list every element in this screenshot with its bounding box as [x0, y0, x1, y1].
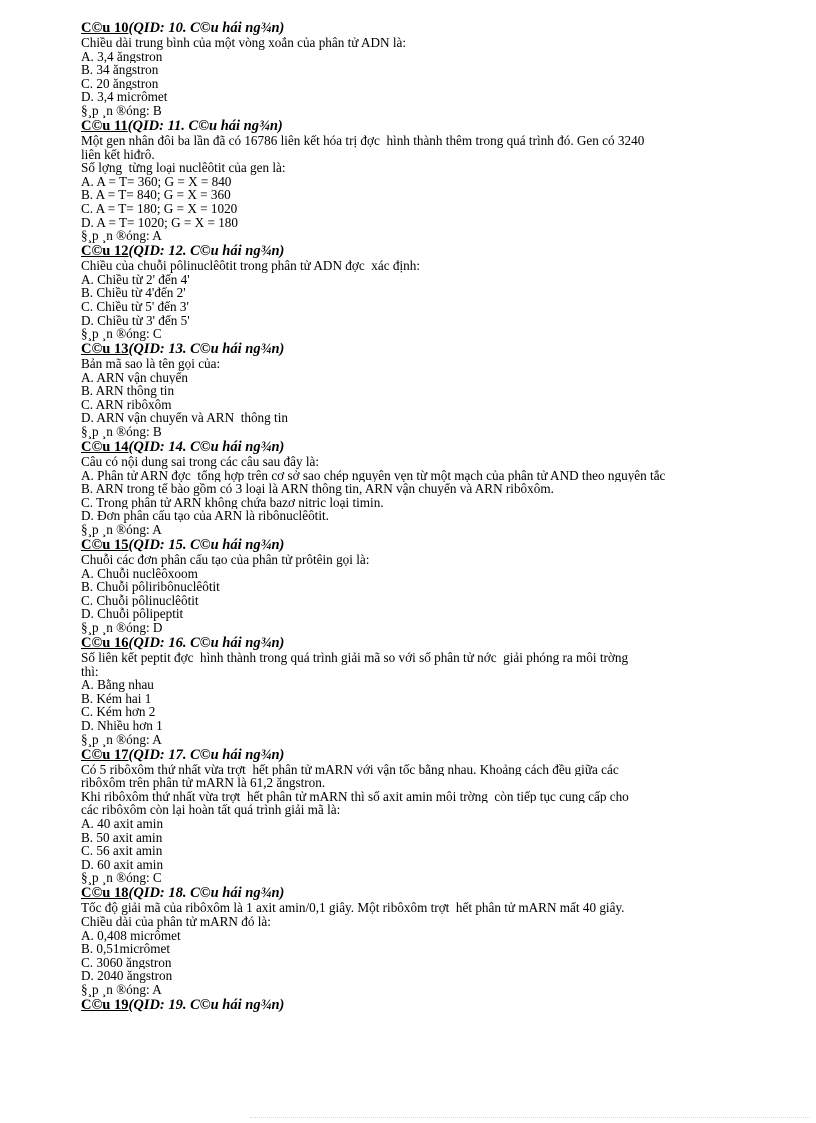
question-text: Chiều của chuỗi pôlinuclêôtit trong phân tử ADN đợc xác định:	[81, 259, 420, 273]
answer-option: A. 40 axit amin	[81, 816, 164, 831]
question-number: C©u 11	[81, 117, 128, 134]
question-block	[81, 341, 781, 439]
answer-option: C. 20 ăngstron	[81, 76, 159, 91]
answer-option: B. 50 axit amin	[81, 830, 163, 845]
answer-option: A. Bằng nhau	[81, 678, 154, 692]
answer-option: D. 2040 ăngstron	[81, 969, 173, 983]
answer-option: B. A = T= 840; G = X = 360	[81, 188, 231, 202]
correct-answer: §¸p ¸n ®óng: B	[81, 424, 162, 440]
answer-option: A. Chuỗi nuclêôxoom	[81, 566, 198, 581]
correct-answer: §¸p ¸n ®óng: B	[81, 102, 162, 118]
question-list	[81, 20, 781, 1013]
question-heading	[81, 341, 781, 357]
answer-option: C. Chuỗi pôlinuclêôtit	[81, 593, 199, 608]
answer-option: D. A = T= 1020; G = X = 180	[81, 215, 238, 230]
answer-option: D. 3,4 micrômet	[81, 90, 168, 104]
answer-option: B. Kém hai 1	[81, 691, 152, 706]
question-id: (QID: 10. C©u hái ng¾n)	[128, 20, 285, 36]
answer-option: D. Đơn phân cấu tạo của ARN là ribônuclêôtit.	[81, 509, 329, 524]
answer-option: D. Chuỗi pôlipeptit	[81, 607, 184, 621]
question-text: Một gen nhân đôi ba lần đã có 16786 liên kết hóa trị đợc hình thành thêm trong quá trình đó. Gen có 3240	[81, 133, 645, 148]
answer-option: A. Chiều từ 2' đến 4'	[81, 272, 190, 287]
answer-option: C. Kém hơn 2	[81, 705, 156, 719]
question-text: Chiều dài trung bình của một vòng xoắn của phân tử ADN là:	[81, 36, 407, 50]
question-block	[81, 118, 781, 243]
question-text: Khi ribôxôm thứ nhất vừa trợt hết phân tử mARN thì số axit amin môi trờng còn tiếp tục cung cấp cho	[81, 789, 629, 804]
question-heading	[81, 997, 781, 1013]
question-id: (QID: 17. C©u hái ng¾n)	[128, 746, 285, 763]
answer-option: B. 0,51micrômet	[81, 942, 171, 956]
answer-option: A. ARN vận chuyển	[81, 370, 188, 385]
question-text: ribôxôm trên phân tử mARN là 61,2 ăngstron.	[81, 776, 326, 790]
question-text: liên kết hiđrô.	[81, 147, 155, 162]
question-number: C©u 18	[81, 885, 129, 902]
answer-option: A. 3,4 ăngstron	[81, 49, 163, 64]
question-id: (QID: 16. C©u hái ng¾n)	[128, 635, 285, 651]
answer-option: D. Nhiều hơn 1	[81, 718, 163, 733]
question-number: C©u 10	[81, 20, 129, 36]
question-block	[81, 20, 781, 118]
question-text: Câu có nội dung sai trong các câu sau đây là:	[81, 455, 320, 469]
question-number: C©u 19	[81, 996, 129, 1013]
answer-option: B. ARN thông tin	[81, 384, 175, 398]
answer-option: B. 34 ăngstron	[81, 63, 159, 77]
question-text: Chiều dài của phân tử mARN đó là:	[81, 914, 271, 929]
question-text: Tốc độ giải mã của ribôxôm là 1 axit amin/0,1 giây. Một ribôxôm trợt hết phân tử mARN mất 40 giây.	[81, 901, 625, 915]
answer-option: C. A = T= 180; G = X = 1020	[81, 201, 238, 216]
question-text: Chuỗi các đơn phân cấu tạo của phân tử prôtêin gọi là:	[81, 553, 370, 567]
question-heading	[81, 20, 781, 36]
question-text: thì:	[81, 664, 99, 679]
question-heading	[81, 747, 781, 763]
question-block	[81, 537, 781, 635]
question-number: C©u 15	[81, 537, 129, 554]
question-text: Bản mã sao là tên gọi của:	[81, 357, 221, 371]
question-block	[81, 997, 781, 1013]
answer-option: A. 0,408 micrômet	[81, 928, 181, 943]
correct-answer: §¸p ¸n ®óng: D	[81, 620, 163, 635]
question-text: Số liên kết peptit đợc hình thành trong quá trình giải mã so với số phân tử nớc giải phóng ra môi trờng	[81, 651, 629, 665]
question-heading	[81, 635, 781, 651]
correct-answer: §¸p ¸n ®óng: A	[81, 731, 162, 747]
question-id: (QID: 19. C©u hái ng¾n)	[128, 996, 285, 1013]
question-id: (QID: 11. C©u hái ng¾n)	[127, 117, 283, 134]
answer-option: C. 56 axit amin	[81, 844, 163, 858]
question-text: Có 5 ribôxôm thứ nhất vừa trợt hết phân tử mARN với vận tốc bằng nhau. Khoảng cách đều giữa các	[81, 762, 619, 777]
answer-option: D. ARN vận chuyển và ARN thông tin	[81, 411, 288, 426]
question-number: C©u 13	[81, 341, 129, 358]
answer-option: C. Chiều từ 5' đến 3'	[81, 299, 189, 314]
correct-answer: §¸p ¸n ®óng: C	[81, 870, 162, 886]
question-heading	[81, 885, 781, 901]
question-number: C©u 12	[81, 243, 129, 260]
footer-divider	[250, 1117, 810, 1118]
question-heading	[81, 118, 781, 134]
correct-answer: §¸p ¸n ®óng: A	[81, 228, 162, 244]
question-id: (QID: 14. C©u hái ng¾n)	[128, 439, 285, 456]
answer-option: D. Chiều từ 3' đến 5'	[81, 313, 190, 328]
answer-option: C. Trong phân tử ARN không chứa bazơ nitric loại timin.	[81, 495, 384, 510]
correct-answer: §¸p ¸n ®óng: C	[81, 326, 162, 342]
question-id: (QID: 15. C©u hái ng¾n)	[128, 537, 285, 554]
question-text: các ribôxôm còn lại hoàn tất quá trình giải mã là:	[81, 803, 341, 817]
question-heading	[81, 243, 781, 259]
answer-option: B. ARN trong tế bào gồm có 3 loại là ARN thông tin, ARN vận chuyển và ARN ribôxôm.	[81, 482, 554, 496]
question-heading	[81, 439, 781, 455]
answer-option: C. ARN ribôxôm	[81, 397, 172, 412]
question-block	[81, 885, 781, 997]
answer-option: B. Chiều từ 4'đến 2'	[81, 286, 186, 300]
question-block	[81, 747, 781, 886]
question-number: C©u 16	[81, 635, 129, 651]
answer-option: B. Chuỗi pôliribônuclêôtit	[81, 580, 220, 594]
question-id: (QID: 13. C©u hái ng¾n)	[128, 341, 285, 358]
question-block	[81, 635, 781, 747]
question-block	[81, 243, 781, 341]
question-block	[81, 439, 781, 537]
answer-option: D. 60 axit amin	[81, 857, 164, 872]
question-heading	[81, 537, 781, 553]
answer-option: A. A = T= 360; G = X = 840	[81, 174, 232, 189]
answer-option: C. 3060 ăngstron	[81, 955, 172, 970]
answer-option: A. Phân tử ARN đợc tổng hợp trên cơ sở sao chép nguyên vẹn từ một mạch của phân tử AND theo nguyên tắc	[81, 468, 666, 483]
question-number: C©u 17	[81, 746, 129, 763]
correct-answer: §¸p ¸n ®óng: A	[81, 522, 162, 538]
question-id: (QID: 12. C©u hái ng¾n)	[128, 243, 285, 260]
question-text: Số lợng từng loại nuclêôtit của gen là:	[81, 161, 286, 175]
question-number: C©u 14	[81, 439, 129, 456]
correct-answer: §¸p ¸n ®óng: A	[81, 981, 162, 997]
question-id: (QID: 18. C©u hái ng¾n)	[128, 885, 285, 902]
